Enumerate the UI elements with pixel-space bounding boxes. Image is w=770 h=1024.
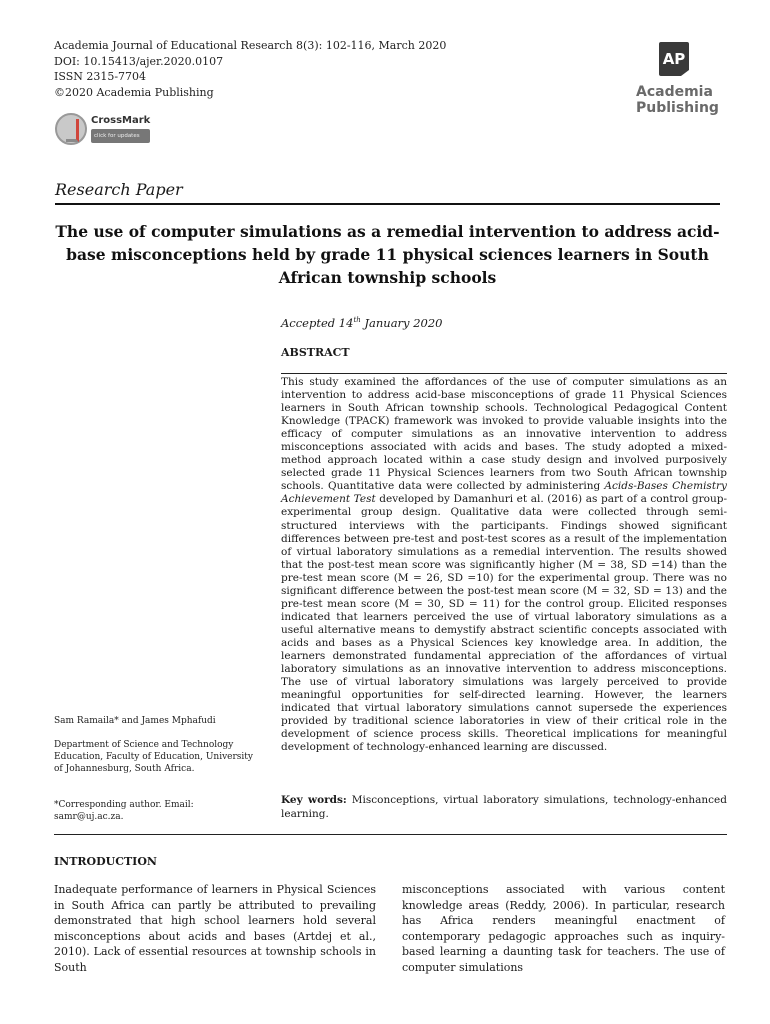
journal-header: [54, 38, 446, 100]
ap-logo-icon: [657, 40, 691, 78]
logo-line-2: Publishing: [636, 100, 719, 116]
logo-line-1: Academia: [636, 84, 713, 100]
section-label: Research Paper: [55, 180, 183, 199]
paper-title: The use of computer simulations as a remedial intervention to address acid-base misconceptions held by grade 11 physical sciences learners in South African township schools: [55, 222, 720, 287]
affiliation: Department of Science and Technology Education, Faculty of Education, University of Johannesburg, South Africa.: [54, 740, 253, 774]
corresponding-author: *Corresponding author. Email: samr@uj.ac.za.: [54, 800, 194, 822]
publisher-logo: [636, 40, 719, 116]
abstract-rule: [281, 373, 727, 374]
introduction-column-1: Inadequate performance of learners in Physical Sciences in South Africa can partly be attributed to prevailing demonstrated that high school learners hold several misconceptions about acids and bases (Artdej et al., 2010). Lack of essential resources at township schools in South: [54, 883, 376, 974]
crossmark-icon: [55, 113, 87, 145]
authors: Sam Ramaila* and James Mphafudi: [54, 716, 216, 726]
keywords: Key words: Misconceptions, virtual laboratory simulations, technology-enhanced learning.: [281, 794, 727, 820]
crossmark-sub: click for updates: [91, 129, 150, 143]
copyright: ©2020 Academia Publishing: [54, 85, 214, 99]
doi[interactable]: DOI: 10.15413/ajer.2020.0107: [54, 54, 224, 68]
introduction-heading: INTRODUCTION: [54, 855, 157, 868]
accepted-date: Accepted 14th January 2020: [281, 316, 443, 330]
crossmark-label: CrossMark: [91, 115, 151, 126]
abstract-body: This study examined the affordances of the use of computer simulations as an intervention to address acid-base misconceptions of grade 11 Physical Sciences learners in South African township schools. Technological Pedagogical Content Knowledge (TPACK) framework was invoked to provide valuable insights into the efficacy of computer simulations as an innovative intervention to address misconceptions associated with acids and bases. The study adopted a mixed-method approach located within a case study design and involved purposively selected grade 11 Physical Sciences learners from two South African township schools. Quantitative data were collected by administering Acids-Bases Chemistry Achievement Test developed by Damanhuri et al. (2016) as part of a control group-experimental group design. Qualitative data were collected through semi-structured interviews with the participants. Findings showed significant differences between pre-test and post-test scores as a result of the implementation of virtual laboratory simulations as a remedial intervention. The results showed that the post-test mean score was significantly higher (M = 38, SD =14) than the pre-test mean score (M = 26, SD =10) for the experimental group. There was no significant difference between the post-test mean score (M = 32, SD = 13) and the pre-test mean score (M = 30, SD = 11) for the control group. Elicited responses indicated that learners perceived the use of virtual laboratory simulations as a useful alternative means to demystify abstract scientific concepts associated with acids and bases as a Physical Sciences key knowledge area. In addition, the learners demonstrated fundamental appreciation of the affordances of virtual laboratory simulations as an innovative intervention to address misconceptions. The use of virtual laboratory simulations was largely perceived to provide meaningful opportunities for self-directed learning. However, the learners indicated that virtual laboratory simulations cannot supersede the experiences provided by traditional science laboratories in view of their critical role in the development of science process skills. Theoretical implications for meaningful development of technology-enhanced learning are discussed.: [281, 376, 727, 754]
introduction-column-2: misconceptions associated with various content knowledge areas (Reddy, 2006). In particular, research has Africa renders meaningful enactment of contemporary pedagogic approaches such as inquiry-based learning a daunting task for teachers. The use of computer simulations: [402, 883, 725, 974]
issn: ISSN 2315-7704: [54, 70, 147, 83]
section-rule: [54, 834, 727, 835]
test-name: Acids-Bases Chemistry Achievement Test: [281, 480, 727, 506]
title-rule: [55, 203, 720, 205]
journal-citation: Academia Journal of Educational Research 8(3): 102-116, March 2020: [54, 39, 447, 52]
svg-text:AP: AP: [662, 50, 686, 68]
abstract-heading: ABSTRACT: [281, 346, 350, 359]
keywords-label: Key words:: [281, 794, 347, 806]
crossmark-badge[interactable]: [55, 113, 150, 145]
